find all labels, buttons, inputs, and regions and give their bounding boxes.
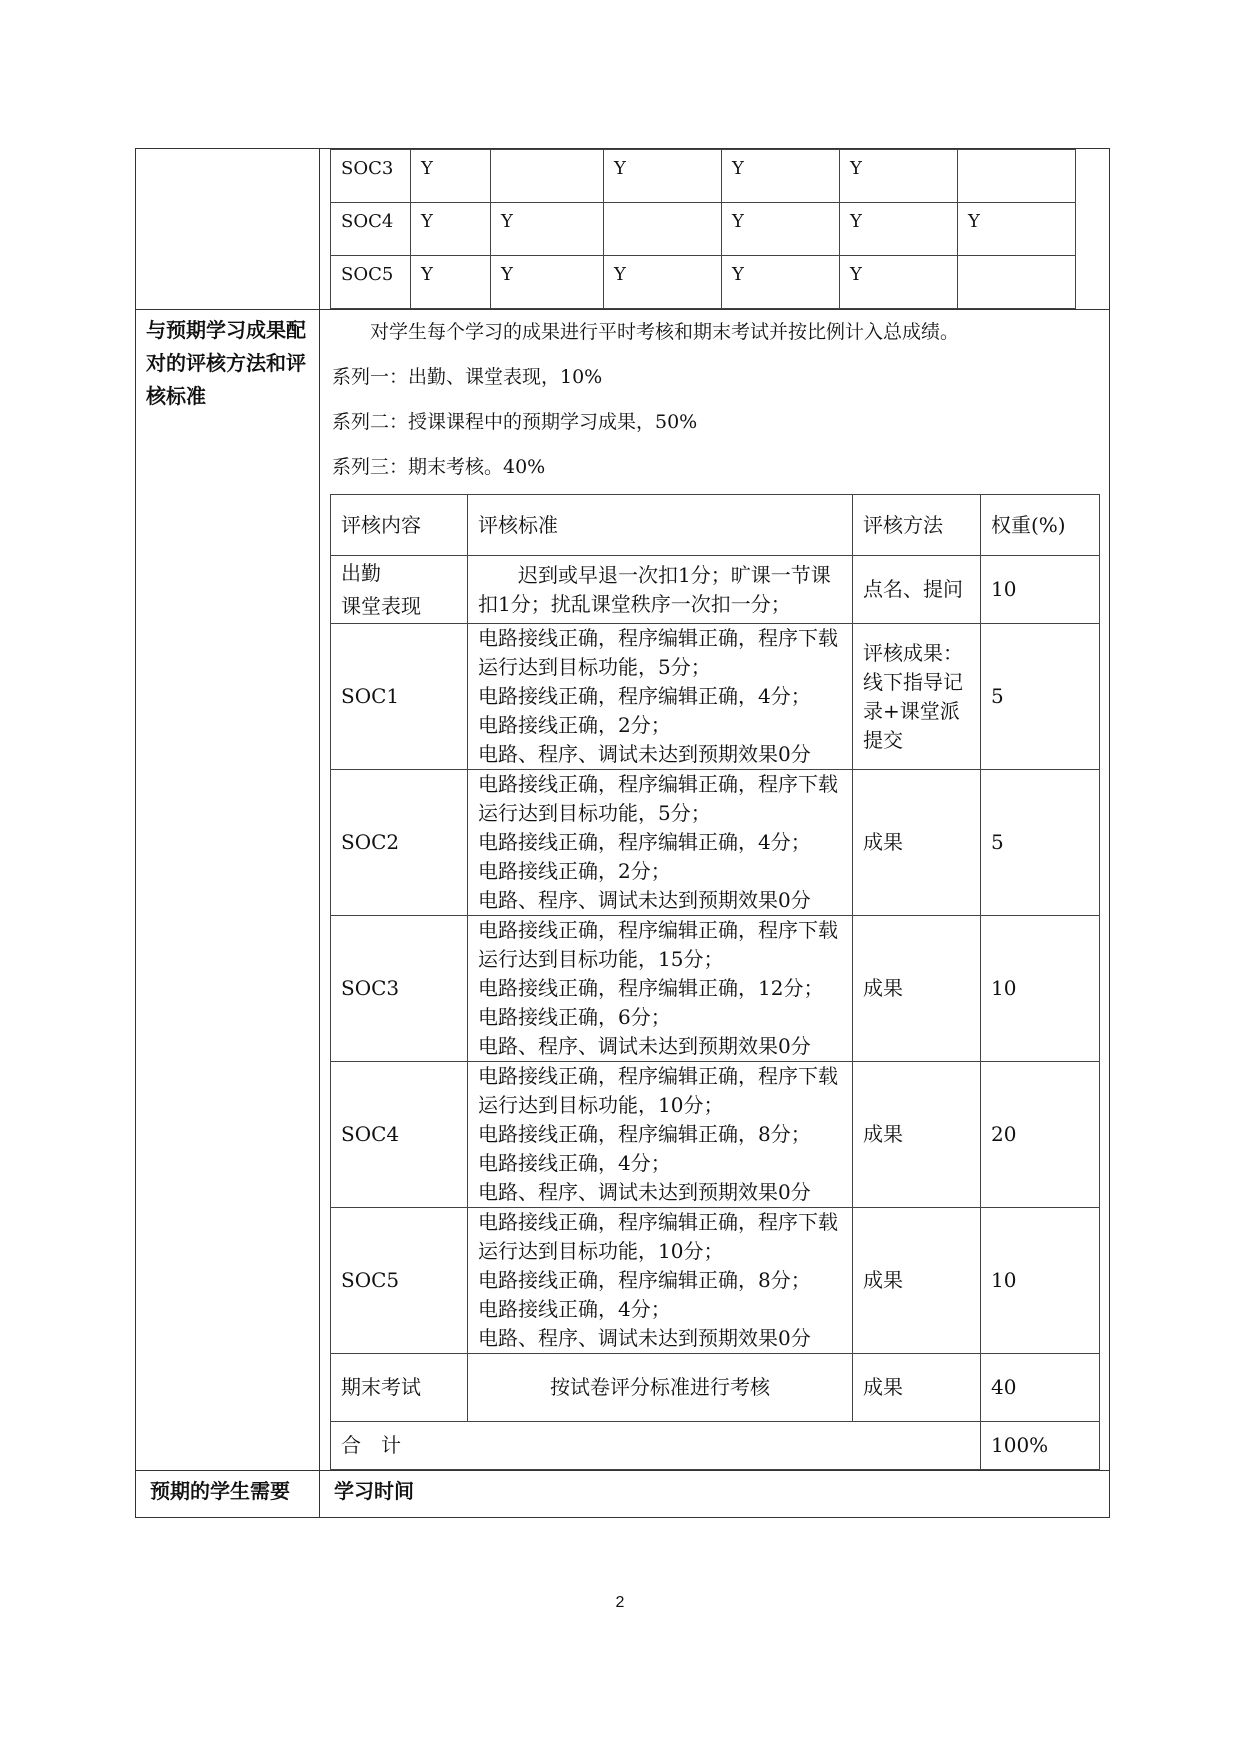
soc-matrix-row-soc4 (331, 203, 1076, 256)
series-2: 系列二：授课课程中的预期学习成果，50% (332, 411, 698, 433)
soc-mark: Y (411, 203, 491, 256)
soc-id: SOC4 (331, 203, 411, 256)
soc-mark: Y (411, 256, 491, 309)
eval-content: 期末考试 (331, 1354, 468, 1422)
evaluation-row (331, 1062, 1100, 1208)
soc-id: SOC5 (331, 256, 411, 309)
eval-weight: 10 (981, 556, 1100, 624)
header-content: 评核内容 (331, 495, 468, 556)
eval-method: 点名、提问 (853, 556, 981, 624)
evaluation-table (330, 494, 1100, 1470)
eval-weight: 5 (981, 624, 1100, 770)
evaluation-row (331, 1208, 1100, 1354)
soc-mark: Y (604, 150, 722, 203)
soc-mark (958, 150, 1076, 203)
eval-weight: 10 (981, 1208, 1100, 1354)
assessment-label: 与预期学习成果配对的评核方法和评核标准 (136, 310, 320, 1471)
eval-method: 成果 (853, 1208, 981, 1354)
eval-content: SOC1 (331, 624, 468, 770)
soc-matrix (330, 149, 1076, 309)
soc-matrix-row-soc3 (331, 150, 1076, 203)
eval-standard: 电路接线正确，程序编辑正确，程序下载运行达到目标功能，10分； 电路接线正确，程序编辑正确，8分； 电路接线正确，4分； 电路、程序、调试未达到预期效果0分 (468, 1208, 853, 1354)
eval-method: 成果 (853, 916, 981, 1062)
eval-standard: 电路接线正确，程序编辑正确，程序下载运行达到目标功能，15分； 电路接线正确，程序编辑正确，12分； 电路接线正确，6分； 电路、程序、调试未达到预期效果0分 (468, 916, 853, 1062)
eval-standard: 电路接线正确，程序编辑正确，程序下载运行达到目标功能，10分； 电路接线正确，程序编辑正确，8分； 电路接线正确，4分； 电路、程序、调试未达到预期效果0分 (468, 1062, 853, 1208)
eval-content: SOC4 (331, 1062, 468, 1208)
eval-content: 出勤 课堂表现 (331, 556, 468, 624)
soc-mark (491, 150, 604, 203)
eval-content: SOC2 (331, 770, 468, 916)
total-row (331, 1422, 1100, 1470)
total-label: 合 计 (331, 1422, 981, 1470)
student-needs-label: 预期的学生需要 (136, 1471, 320, 1518)
soc-id: SOC3 (331, 150, 411, 203)
student-needs-value: 学习时间 (320, 1471, 1110, 1518)
assessment-intro-block (320, 310, 1109, 488)
eval-weight: 20 (981, 1062, 1100, 1208)
page-number: 2 (615, 1594, 625, 1611)
soc-matrix-cell (320, 149, 1110, 310)
evaluation-row (331, 624, 1100, 770)
soc-mark: Y (604, 256, 722, 309)
soc-matrix-row-soc5 (331, 256, 1076, 309)
evaluation-row (331, 1354, 1100, 1422)
soc-matrix-row (136, 149, 1110, 310)
soc-mark: Y (411, 150, 491, 203)
eval-standard: 电路接线正确，程序编辑正确，程序下载运行达到目标功能，5分； 电路接线正确，程序编辑正确，4分； 电路接线正确，2分； 电路、程序、调试未达到预期效果0分 (468, 770, 853, 916)
assessment-cell (320, 310, 1110, 1471)
eval-content: SOC3 (331, 916, 468, 1062)
header-weight: 权重(%) (981, 495, 1100, 556)
empty-label-cell (136, 149, 320, 310)
evaluation-row (331, 770, 1100, 916)
soc-mark: Y (722, 203, 840, 256)
eval-standard: 迟到或早退一次扣1分；旷课一节课扣1分；扰乱课堂秩序一次扣一分； (468, 556, 853, 624)
assessment-row (136, 310, 1110, 1471)
series-3: 系列三：期末考核。40% (332, 456, 546, 478)
evaluation-row (331, 556, 1100, 624)
eval-content: SOC5 (331, 1208, 468, 1354)
eval-weight: 5 (981, 770, 1100, 916)
total-weight: 100% (981, 1422, 1100, 1470)
soc-mark: Y (840, 256, 958, 309)
header-method: 评核方法 (853, 495, 981, 556)
soc-mark: Y (722, 150, 840, 203)
soc-mark: Y (840, 150, 958, 203)
course-outline-table (135, 148, 1110, 1518)
soc-mark: Y (840, 203, 958, 256)
soc-mark (958, 256, 1076, 309)
series-1: 系列一：出勤、课堂表现，10% (332, 366, 603, 388)
soc-mark: Y (491, 203, 604, 256)
soc-mark: Y (958, 203, 1076, 256)
eval-method: 评核成果：线下指导记录+课堂派提交 (853, 624, 981, 770)
evaluation-header-row (331, 495, 1100, 556)
evaluation-row (331, 916, 1100, 1062)
eval-method: 成果 (853, 1062, 981, 1208)
soc-mark: Y (722, 256, 840, 309)
student-needs-row (136, 1471, 1110, 1518)
eval-standard: 按试卷评分标准进行考核 (468, 1354, 853, 1422)
soc-mark (604, 203, 722, 256)
eval-method: 成果 (853, 1354, 981, 1422)
eval-standard: 电路接线正确，程序编辑正确，程序下载运行达到目标功能，5分； 电路接线正确，程序编辑正确，4分； 电路接线正确，2分； 电路、程序、调试未达到预期效果0分 (468, 624, 853, 770)
eval-weight: 40 (981, 1354, 1100, 1422)
header-standard: 评核标准 (468, 495, 853, 556)
eval-weight: 10 (981, 916, 1100, 1062)
assessment-intro: 对学生每个学习的成果进行平时考核和期末考试并按比例计入总成绩。 (370, 321, 960, 343)
eval-method: 成果 (853, 770, 981, 916)
soc-mark: Y (491, 256, 604, 309)
